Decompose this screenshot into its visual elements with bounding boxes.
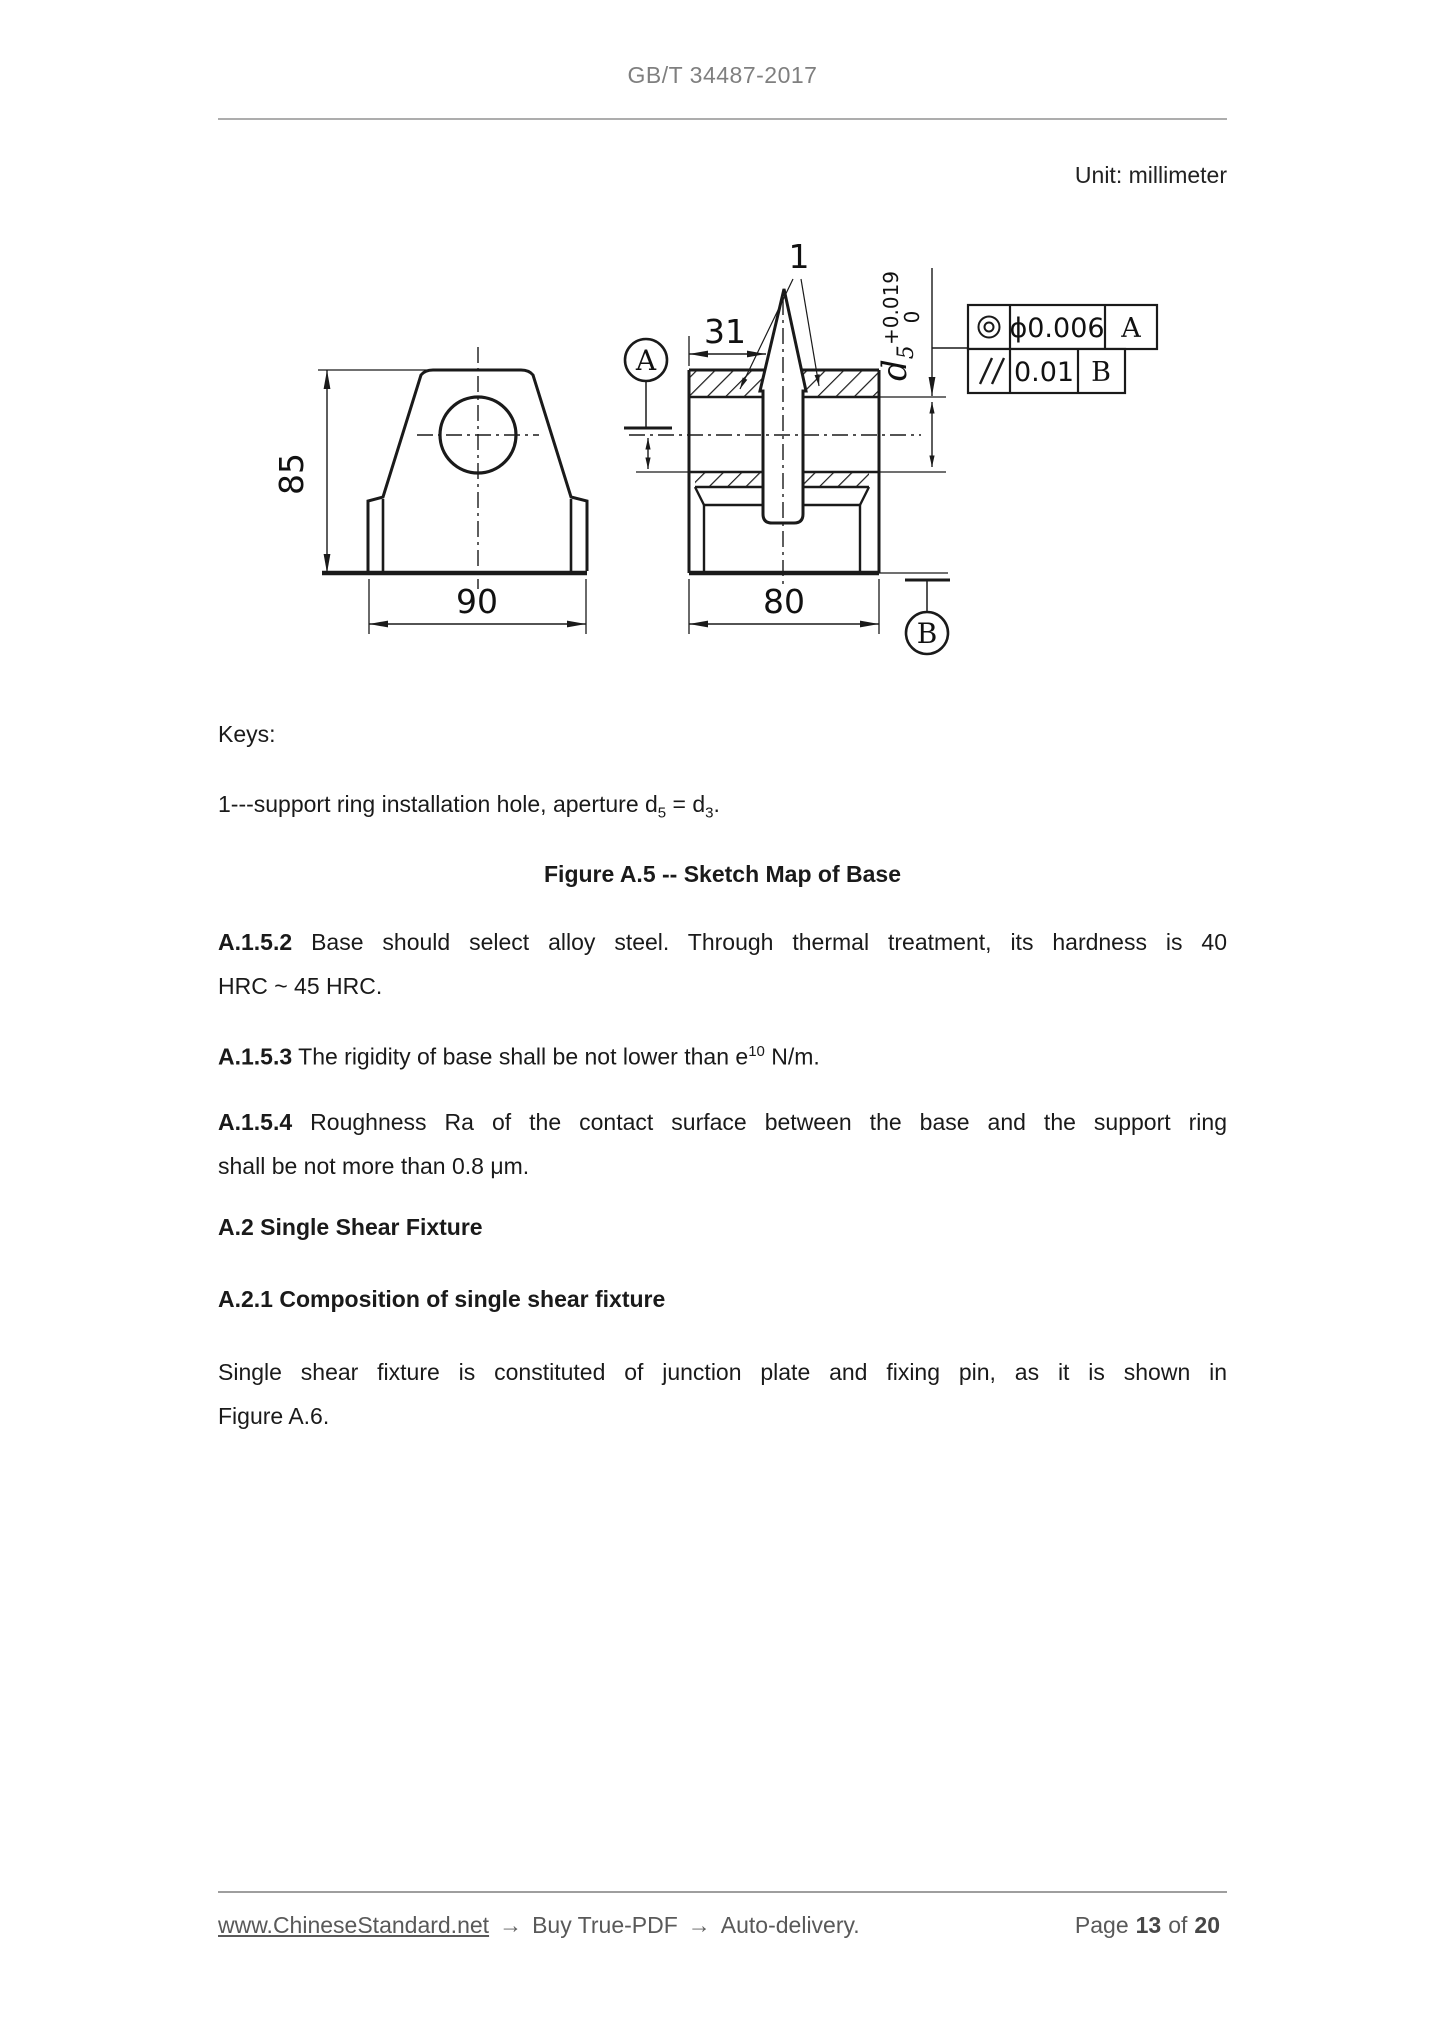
arrow-right-icon: →	[687, 1912, 711, 1938]
callout1-label: 1	[788, 237, 810, 276]
footer-website-link[interactable]: www.ChineseStandard.net	[218, 1912, 490, 1938]
section-a154-line2: shall be not more than 0.8 μm.	[218, 1153, 530, 1179]
footer-page-number: 13	[1135, 1912, 1162, 1938]
transition-slant-left	[695, 487, 704, 505]
paragraph-a21-line2: Figure A.6.	[218, 1403, 330, 1429]
dim90-label: 90	[456, 582, 498, 621]
datum-a-label: A	[635, 344, 657, 377]
fcf-row1-datum: A	[1121, 313, 1141, 344]
section-a152	[218, 920, 1227, 1008]
svg-text:d5: $d_5$	[875, 345, 919, 381]
footer-page-total: 20	[1194, 1912, 1220, 1938]
footer-of-word: of	[1168, 1912, 1188, 1938]
section-a152-line1: A.1.5.2 Base should select alloy steel. Through thermal treatment, its hardness is 40	[218, 929, 1227, 955]
key-item-1: 1---support ring installation hole, aperture $d_5 = d_3$.	[218, 791, 720, 822]
section-a152-line2: HRC ~ 45 HRC.	[218, 973, 383, 999]
fcf-row1-value: ϕ0.006	[1009, 313, 1105, 344]
keys-label: Keys:	[218, 721, 276, 747]
footer-delivery-text: Auto-delivery.	[720, 1912, 860, 1938]
arrow-right-icon: →	[499, 1912, 523, 1938]
page-header-standard-number: GB/T 34487-2017	[627, 62, 818, 88]
datum-b-label: B	[916, 617, 938, 650]
footer-divider	[218, 1891, 1227, 1893]
front-view-bracket	[318, 347, 587, 634]
d5-tolerance-text	[875, 271, 924, 381]
section-a153: A.1.5.3 The rigidity of base shall be not lower than $e^{10}$ N/m.	[218, 1043, 820, 1070]
transition-slant-right	[860, 487, 869, 505]
section-number: A.1.5.4	[218, 1109, 293, 1135]
header-divider	[218, 118, 1227, 120]
dim31-label: 31	[704, 312, 746, 351]
dim85-label: 85	[272, 453, 311, 495]
footer-buy-text: Buy True-PDF	[532, 1912, 678, 1938]
fcf-row2-value: 0.01	[1013, 357, 1075, 388]
section-a154	[218, 1100, 1227, 1188]
section-a154-line1: A.1.5.4 Roughness Ra of the contact surface between the base and the support ring	[218, 1109, 1227, 1135]
svg-text:0: 0	[900, 310, 924, 324]
svg-text:+0.019: +0.019	[879, 270, 903, 345]
unit-note: Unit: millimeter	[1074, 162, 1227, 188]
heading-a21: A.2.1 Composition of single shear fixture	[218, 1286, 666, 1312]
figure-caption: Figure A.5 -- Sketch Map of Base	[544, 861, 901, 887]
section-number: A.1.5.2	[218, 929, 293, 955]
paragraph-a21	[218, 1350, 1227, 1438]
dim80-label: 80	[763, 582, 805, 621]
figure-a5-drawing	[240, 228, 1220, 698]
footer	[218, 1912, 1227, 1939]
paragraph-a21-line1: Single shear fixture is constituted of junction plate and fixing pin, as it is shown in	[218, 1359, 1227, 1385]
fcf-row2-datum: B	[1091, 357, 1111, 388]
heading-a2: A.2 Single Shear Fixture	[218, 1214, 483, 1240]
footer-page-word: Page	[1074, 1912, 1129, 1938]
section-number: A.1.5.3	[218, 1043, 293, 1070]
